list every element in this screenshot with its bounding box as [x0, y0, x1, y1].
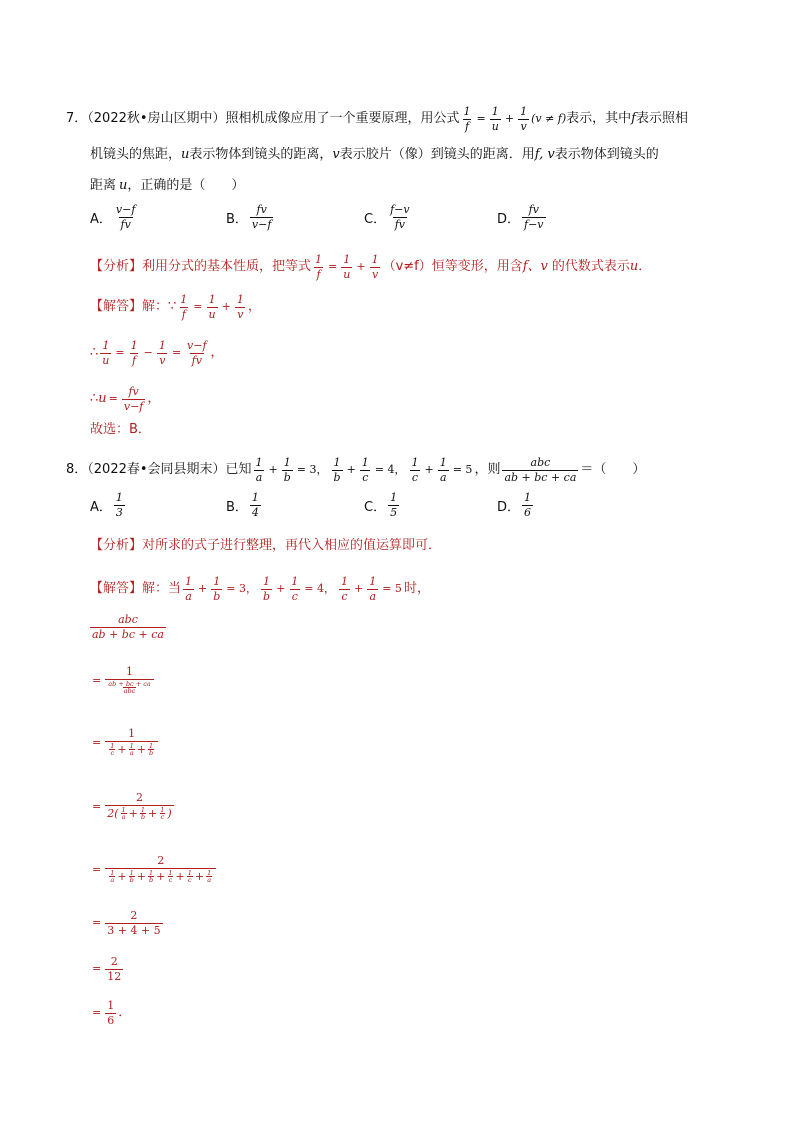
q7-option-c[interactable]: C． $\frac{f-v}{fv}$: [364, 203, 410, 231]
q7-option-b[interactable]: B． $\frac{fv}{v-f}$: [226, 203, 272, 231]
q8-stem: 8．（2022春•会同县期末）已知 $\frac{1}{a}$ + $\frac{1}{b}$ = 3， $\frac{1}{b}$ + $\frac{1}{c}$ = 4， $\frac{1}{c}$ + $\frac{1}{a}$ = 5 ，则 $\frac{\text{abc}}{ab + bc + ca}$ ＝（ ）: [66, 456, 646, 484]
q8-step-4: = 2 $\frac{1}{a}$ + $\frac{1}{b}$ + $\frac{1}{b}$ + $\frac{1}{c}$ + $\frac{1}{c}$ + $\frac{1}{a}$: [90, 855, 218, 884]
q8-option-b[interactable]: B． $\frac{1}{4}$: [226, 491, 259, 519]
q8-step-2: = 1 $\frac{1}{c}$ + $\frac{1}{a}$ + $\frac{1}{b}$: [90, 728, 160, 757]
q7-analysis: 【分析】 利用分式的基本性质，把等式 $\frac{1}{f}$ = $\frac{1}{u}$ + $\frac{1}{v}$ （v≠f）恒等变形，用含 f、v 的代数式表示 u ．: [90, 253, 652, 281]
formula-1-over-f: $\frac{1}{f}$: [463, 105, 471, 133]
q8-option-d[interactable]: D． $\frac{1}{6}$: [497, 491, 532, 519]
formula-1-over-v: $\frac{1}{v}$: [520, 105, 528, 133]
q7-conclusion: 故选：B．: [90, 422, 151, 437]
q7-answer-line3: ∴ u = $\frac{fv}{v-f}$ ，: [90, 385, 161, 413]
q8-step-1: = $\frac{1}{\frac{ab + bc + ca}{\text{abc}}}$: [90, 666, 156, 695]
q8-step-6: = $\frac{2}{12}$: [92, 955, 122, 983]
formula-1-over-u: $\frac{1}{u}$: [491, 105, 499, 133]
q8-option-c[interactable]: C． $\frac{1}{5}$: [364, 491, 398, 519]
q8-step-0: $\frac{\text{abc}}{ab + bc + ca}$: [92, 613, 164, 641]
q8-answer-line1: 【解答】 解：当 $\frac{1}{a}$ + $\frac{1}{b}$ = 3， $\frac{1}{b}$ + $\frac{1}{c}$ = 4， $\frac{1}{c}$ + $\frac{1}{a}$ = 5 时，: [90, 575, 430, 603]
q8-option-a[interactable]: A． $\frac{1}{3}$: [90, 491, 123, 519]
q7-stem-line2: 机镜头的焦距， u 表示物体到镜头的距离， v 表示胶片（像）到镜头的距离．用 f, v 表示物体到镜头的: [90, 147, 659, 162]
q8-analysis: 【分析】 对所求的式子进行整理，再代入相应的值运算即可．: [90, 538, 442, 553]
q8-step-7: = $\frac{1}{6}$ ．: [92, 999, 132, 1027]
q8-step-5: = $\frac{2}{3 + 4 + 5}$: [92, 909, 161, 937]
q7-option-a[interactable]: A． $\frac{v-f}{fv}$: [90, 203, 136, 231]
q7-option-d[interactable]: D． $\frac{fv}{f-v}$: [497, 203, 544, 231]
q7-answer-line2: ∴ $\frac{1}{u}$ = $\frac{1}{f}$ − $\frac{1}{v}$ = $\frac{v-f}{fv}$ ，: [90, 339, 224, 367]
q7-stem-line1: 7．（2022秋•房山区期中）照相机成像应用了一个重要原理，用公式 $\frac{1}{f}$ = $\frac{1}{u}$ + $\frac{1}{v}$ (v ≠ f) 表示，其中 f 表示照相: [66, 105, 688, 133]
q7-answer-line1: 【解答】 解：∵ $\frac{1}{f}$ = $\frac{1}{u}$ + $\frac{1}{v}$ ，: [90, 293, 261, 321]
q7-stem-line3: 距离 u ，正确的是（ ）: [90, 178, 245, 193]
q8-step-3: = 2 2( $\frac{1}{a}$ + $\frac{1}{b}$ + $\frac{1}{c}$ ): [92, 791, 172, 822]
